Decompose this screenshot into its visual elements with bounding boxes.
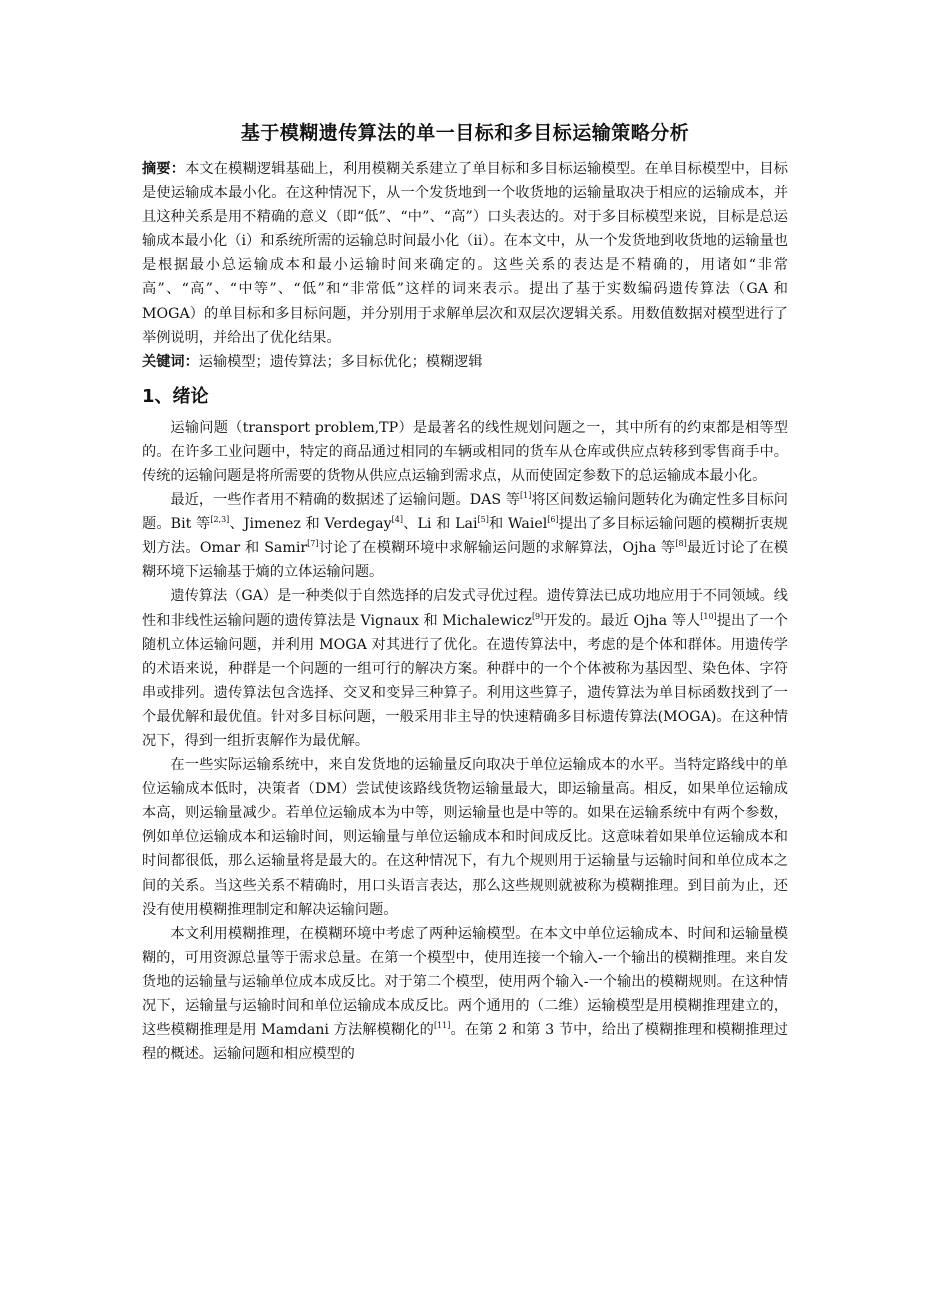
p2-text: 提出了多目标运输问题的模糊折衷规划方法。Omar 和 Samir xyxy=(142,516,788,557)
paper-title: 基于模糊遗传算法的单一目标和多目标运输策略分析 xyxy=(240,122,690,144)
paragraph-3 xyxy=(142,584,788,753)
citation-ref: [2,3] xyxy=(210,515,230,525)
p5-text: 本文利用模糊推理，在模糊环境中考虑了两种运输模型。在本文中单位运输成本、时间和运输量模糊的，可用资源总量等于需求总量。在第一个模型中，使用连接一个输入-一个输出的模糊推理。来自发货地的运输量与运输单位成本成反比。对于第二个模型，使用两个输入-一个输出的模糊规则。在这种情况下，运输量与运输时间和单位运输成本成反比。两个通用的（二维）运输模型是用模糊推理建立的，这些模糊推理是用 Mamdani 方法解模糊化的 xyxy=(142,925,788,1039)
p2-text: 、Li 和 Lai xyxy=(403,516,478,533)
p3-text: 提出了一个随机立体运输问题，并利用 MOGA 对其进行了优化。在遗传算法中，考虑的是个体和群体。用遗传学的术语来说，种群是一个问题的一组可行的解决方案。种群中的一个个体被称为基因型、染色体、字符串或排列。遗传算法包含选择、交叉和变异三种算子。利用这些算子，遗传算法为单目标函数找到了一个最优解和最优值。针对多目标问题，一般采用非主导的快速精确多目标遗传算法(MOGA)。在这种情况下，得到一组折衷解作为最优解。 xyxy=(142,612,788,749)
citation-ref: [8] xyxy=(675,539,687,549)
keywords-label: 关键词： xyxy=(142,353,199,370)
citation-ref: [1] xyxy=(520,491,532,501)
paper-page xyxy=(142,118,788,1066)
keywords xyxy=(142,350,788,374)
p2-text: 讨论了在模糊环境中求解输运问题的求解算法，Ojha 等 xyxy=(318,540,676,557)
paragraph-2 xyxy=(142,488,788,584)
citation-ref: [9] xyxy=(531,611,544,621)
citation-ref: [11] xyxy=(433,1021,451,1031)
abstract-label: 摘要： xyxy=(142,161,186,177)
p2-text: 将区间数运输问题转化为确定性多目标问题。Bit 等 xyxy=(142,492,788,533)
p2-text: 和 Waiel xyxy=(488,516,548,533)
p2-text: 最近，一些作者用不精确的数据述了运输问题。DAS 等 xyxy=(170,492,520,509)
abstract-text: 本文在模糊逻辑基础上，利用模糊关系建立了单目标和多目标运输模型。在单目标模型中，目标是使运输成本最小化。在这种情况下，从一个发货地到一个收货地的运输量取决于相应的运输成本，并且这种关系是用不精确的意义（即“低”、“中”、“高”）口头表达的。对于多目标模型来说，目标是总运输成本最小化（i）和系统所需的运输总时间最小化（ii）。在本文中，从一个发货地到收货地的运输量也是根据最小总运输成本和最小运输时间来确定的。这些关系的表达是不精确的，用诸如“非常高”、“高”、“中等”、“低”和“非常低”这样的词来表示。提出了基于实数编码遗传算法（GA 和 MOGA）的单目标和多目标问题，并分别用于求解单层次和双层次逻辑关系。用数值数据对模型进行了举例说明，并给出了优化结果。 xyxy=(142,161,788,346)
citation-ref: [10] xyxy=(700,611,717,621)
p5-text: 。在第 2 和第 3 节中，给出了模糊推理和模糊推理过程的概述。运输问题和相应模型的 xyxy=(142,1022,788,1063)
citation-ref: [7] xyxy=(307,539,319,549)
p3-text: 遗传算法（GA）是一种类似于自然选择的启发式寻优过程。遗传算法已成功地应用于不同领域。线性和非线性运输问题的遗传算法是 Vignaux 和 Michalewicz xyxy=(142,588,788,629)
abstract xyxy=(142,157,788,350)
p2-text: 最近讨论了在模糊环境下运输基于熵的立体运输问题。 xyxy=(142,540,788,581)
p3-text: 开发的。最近 Ojha 等人 xyxy=(543,612,701,629)
citation-ref: [4] xyxy=(391,515,404,525)
paragraph-5 xyxy=(142,922,788,1067)
keywords-text: 运输模型；遗传算法；多目标优化；模糊逻辑 xyxy=(198,353,483,370)
p2-text: 、Jimenez 和 Verdegay xyxy=(229,516,392,533)
section-heading-introduction: 1、绪论 xyxy=(142,385,209,407)
citation-ref: [6] xyxy=(547,515,559,525)
paragraph-1: 运输问题（transport problem,TP）是最著名的线性规划问题之一，其中所有的约束都是相等型的。在许多工业问题中，特定的商品通过相同的车辆或相同的货车从仓库或供应点转移到零售商手中。传统的运输问题是将所需要的货物从供应点运输到需求点，从而使固定参数下的总运输成本最小化。 xyxy=(142,419,788,484)
citation-ref: [5] xyxy=(477,515,489,525)
paragraph-4: 在一些实际运输系统中，来自发货地的运输量反向取决于单位运输成本的水平。当特定路线中的单位运输成本低时，决策者（DM）尝试使该路线货物运输量最大，即运输量高。相反，如果单位运输成本高，则运输量减少。若单位运输成本为中等，则运输量也是中等的。如果在运输系统中有两个参数，例如单位运输成本和运输时间，则运输量与单位运输成本和时间成反比。这意味着如果单位运输成本和时间都很低，那么运输量将是最大的。在这种情况下，有九个规则用于运输量与运输时间和单位成本之间的关系。当这些关系不精确时，用口头语言表达，那么这些规则就被称为模糊推理。到目前为止，还没有使用模糊推理制定和解决运输问题。 xyxy=(142,757,788,918)
